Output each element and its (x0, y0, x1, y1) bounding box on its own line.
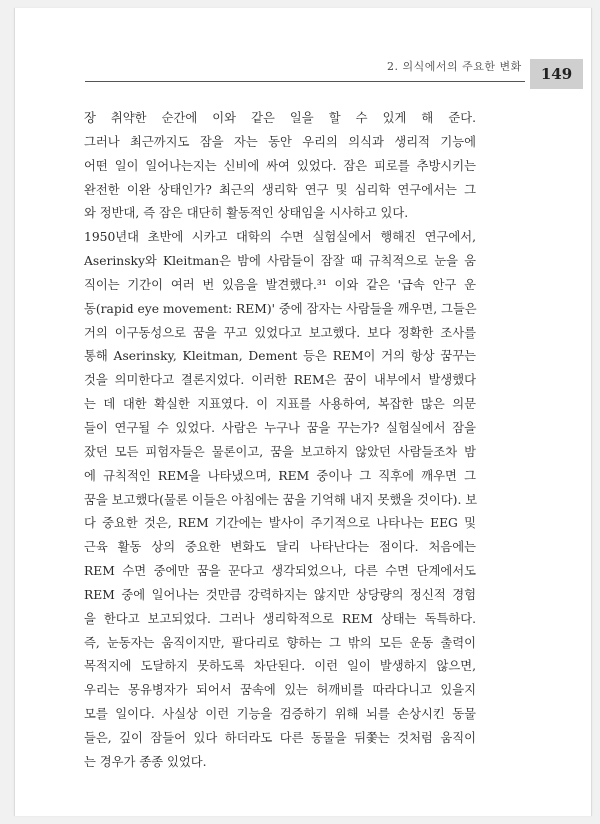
text-line: REM 중에 일어나는 것만큼 강력하지는 않지만 상당량의 정신적 경험 (84, 587, 476, 602)
text-line: 는 데 대한 확실한 지표였다. 이 지표를 사용하여, 복잡한 많은 의문 (84, 397, 476, 412)
body-text (84, 107, 476, 775)
text-line: REM 수면 중에만 꿈을 꾼다고 생각되었으나, 다른 수면 단계에서도 (84, 564, 476, 579)
text-line: 잤던 모든 피험자들은 물론이고, 꿈을 보고하지 않았던 사람들조차 밤 (84, 444, 476, 459)
text-line: 우리는 몽유병자가 되어서 꿈속에 있는 허깨비를 따라다니고 있을지 (84, 683, 476, 698)
text-line: 장 취약한 순간에 이와 같은 일을 할 수 있게 해 준다. (84, 111, 476, 125)
text-line: 즉, 눈동자는 움직이지만, 팔다리로 향하는 그 밖의 모든 운동 출력이 (84, 635, 476, 650)
text-line: 와 정반대, 즉 잠은 대단히 활동적인 상태임을 시사하고 있다. (84, 206, 409, 221)
page-number-tab (530, 59, 583, 89)
text-line: 모를 일이다. 사실상 이런 기능을 검증하기 위해 뇌를 손상시킨 동물 (84, 707, 476, 722)
book-page (14, 8, 592, 816)
text-line: 거의 이구동성으로 꿈을 꾸고 있었다고 보고했다. 보다 정확한 조사를 (84, 325, 476, 340)
text-line: 다 중요한 것은, REM 기간에는 발사이 주기적으로 나타나는 EEG 및 (84, 516, 476, 531)
text-line: 꿈을 보고했다(물론 이들은 아침에는 꿈을 기억해 내지 못했을 것이다). 보 (84, 492, 478, 507)
text-line: 동(rapid eye movement: REM)' 중에 잠자는 사람들을 깨우면, 그들은 (84, 301, 477, 316)
text-line: 들이 연구될 수 있었다. 사람은 누구나 꿈을 꾸는가? 실험실에서 잠을 (84, 420, 476, 435)
header-rule (85, 81, 525, 82)
text-line: 1950년대 초반에 시카고 대학의 수면 실험실에서 행해진 연구에서, (84, 230, 476, 245)
text-line: 목적지에 도달하지 못하도록 차단된다. 이런 일이 발생하지 않으면, (84, 659, 476, 674)
running-header: 2. 의식에서의 주요한 변화 (387, 60, 522, 73)
text-line: Aserinsky와 Kleitman은 밤에 사람들이 잠잘 때 규칙적으로 눈을 움 (84, 254, 476, 269)
text-line: 완전한 이완 상태인가? 최근의 생리학 연구 및 심리학 연구에서는 그 (84, 182, 476, 197)
text-line: 통해 Aserinsky, Kleitman, Dement 등은 REM이 거의 항상 꿈꾸는 (84, 349, 476, 364)
text-line: 직이는 기간이 여러 번 있음을 발견했다.³¹ 이와 같은 '급속 안구 운 (84, 277, 476, 292)
text-line: 에 규칙적인 REM을 나타냈으며, REM 중이나 그 직후에 깨우면 그 (84, 468, 476, 483)
page-number: 149 (540, 65, 573, 83)
text-line: 근육 활동 상의 중요한 변화도 달리 나타난다는 점이다. 처음에는 (84, 540, 476, 555)
text-line: 어떤 일이 일어나는지는 신비에 싸여 있었다. 잠은 피로를 추방시키는 (84, 158, 476, 173)
text-line: 그러나 최근까지도 잠을 자는 동안 우리의 의식과 생리적 기능에 (84, 134, 476, 149)
text-line: 을 한다고 보고되었다. 그러나 생리학적으로 REM 상태는 독특하다. (84, 611, 476, 626)
text-line: 것을 의미한다고 결론지었다. 이러한 REM은 꿈이 내부에서 발생했다 (84, 373, 476, 388)
text-line: 는 경우가 종종 있었다. (84, 754, 207, 769)
text-line: 들은, 깊이 잠들어 있다 하더라도 다른 동물을 뒤쫓는 것처럼 움직이 (84, 730, 476, 745)
